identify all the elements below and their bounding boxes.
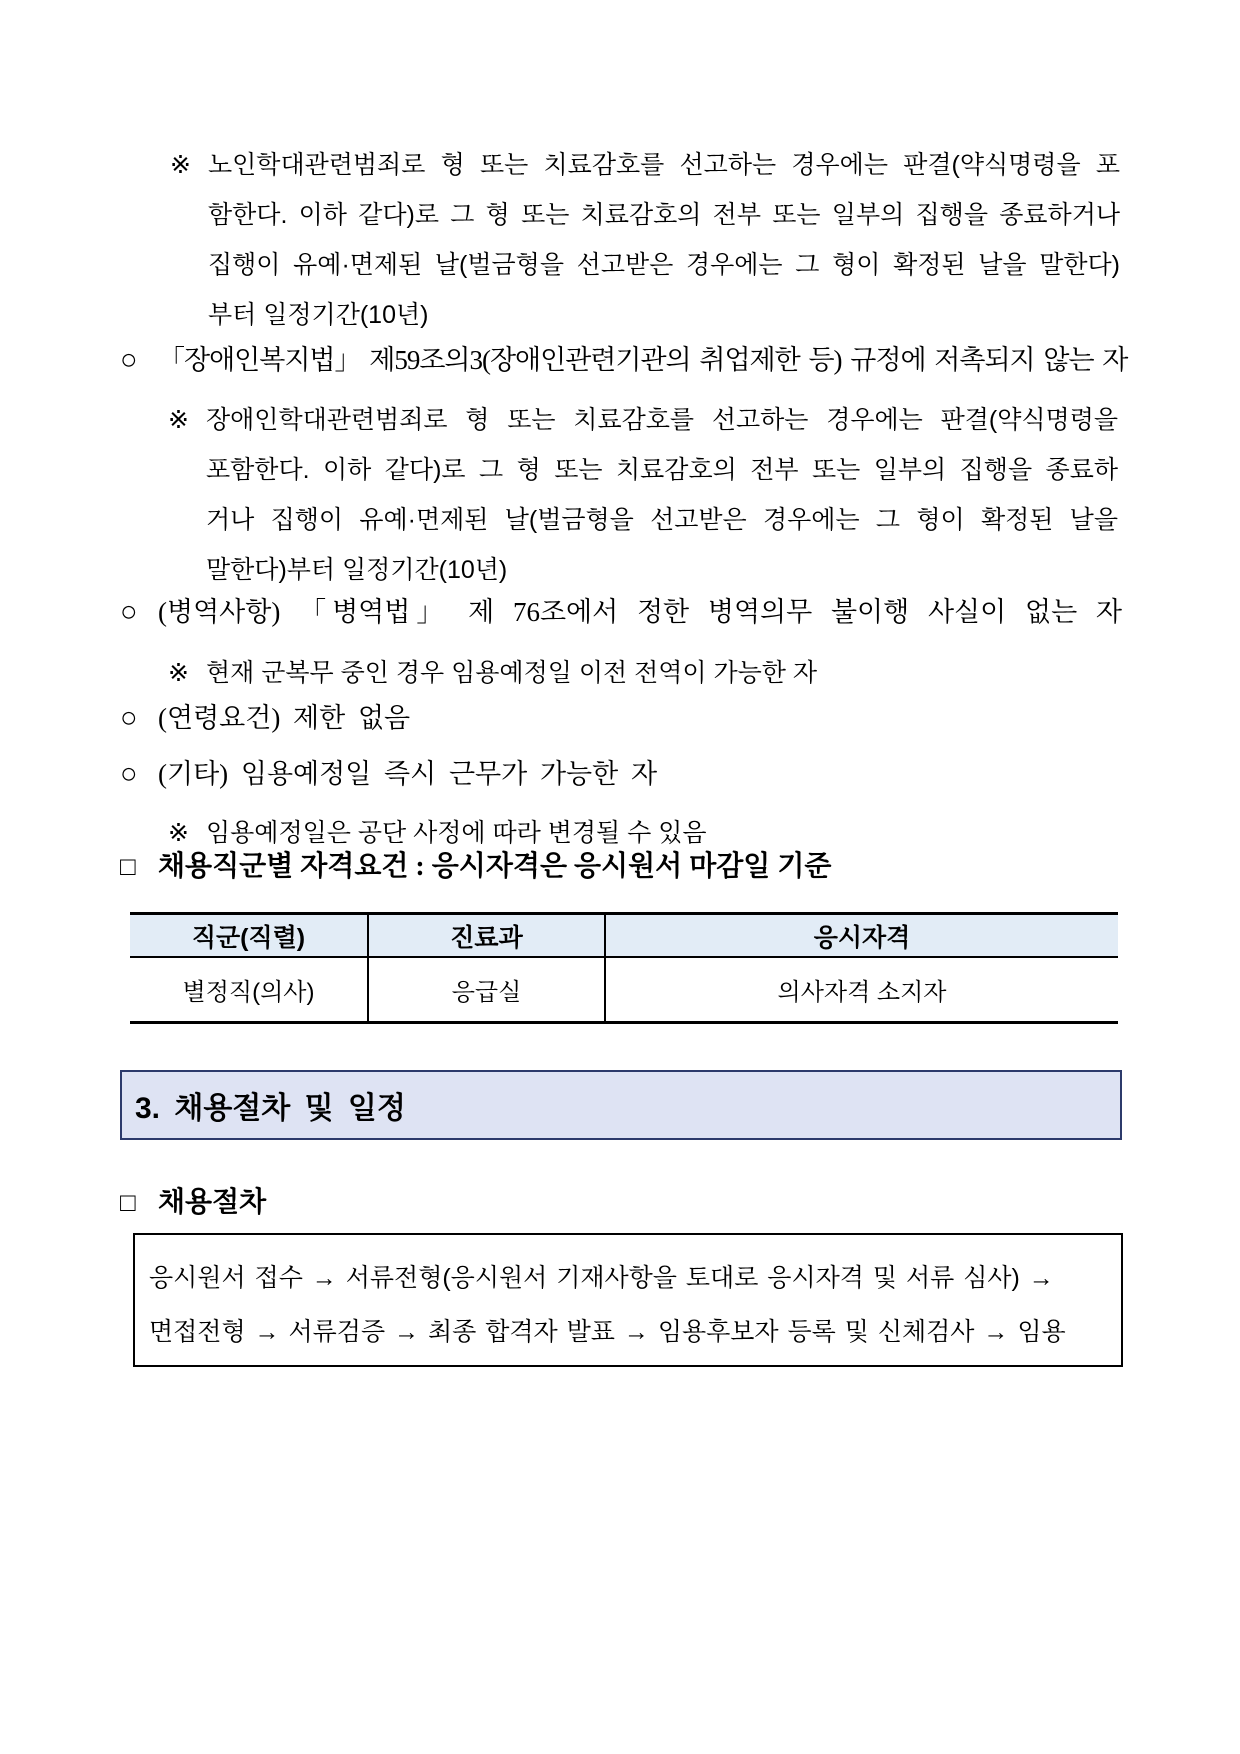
bullet-marker: ○ [120,702,138,734]
process-flow-line: 면접전형 → 서류검증 → 최종 합격자 발표 → 임용후보자 등록 및 신체검사 → 임용 [149,1318,1066,1346]
bullet-marker: ○ [120,344,138,376]
note-marker: ※ [170,151,191,179]
col-header-department: 진료과 [368,914,605,958]
process-flow-line: 응시원서 접수 → 서류전형(응시원서 기재사항을 토대로 응시자격 및 서류 심사) → [149,1264,1054,1292]
bullet-marker: ○ [120,596,138,628]
heading-recruitment-process [120,1184,1130,1222]
note-lines [206,395,1118,595]
col-header-job-group: 직군(직렬) [130,914,368,958]
heading-qualification-by-job-group [120,848,1130,886]
note-line: 함한다. 이하 같다)로 그 형 또는 치료감호의 전부 또는 일부의 집행을 종료하거나 [208,201,1120,229]
note-line: 부터 일정기간(10년) [208,301,429,329]
note-line: 집행이 유예·면제된 날(벌금형을 선고받은 경우에는 그 형이 확정된 날을 말한다) [208,251,1120,279]
bullet-disability-welfare-law [120,342,1130,378]
note-marker: ※ [168,819,189,847]
note-marker: ※ [168,406,189,434]
note-elder-abuse [170,140,1120,340]
col-header-eligibility: 응시자격 [605,914,1118,958]
section-3-title: 3. 채용절차 및 일정 [135,1092,406,1125]
table-header-row [130,914,1118,958]
bullet-text: (병역사항) 「병역법」 제 76조에서 정한 병역의무 불이행 사실이 없는 자 [158,597,1122,627]
note-line: 장애인학대관련범죄로 형 또는 치료감호를 선고하는 경우에는 판결(약식명령을 [206,406,1118,434]
note-marker: ※ [168,659,189,687]
cell-department: 응급실 [368,957,605,1023]
square-marker: □ [120,852,136,881]
bullet-marker: ○ [120,758,138,790]
note-line: 노인학대관련범죄로 형 또는 치료감호를 선고하는 경우에는 판결(약식명령을 포 [208,151,1120,179]
bullet-military-service [120,594,1122,630]
heading-text: 채용직군별 자격요건 : 응시자격은 응시원서 마감일 기준 [158,851,832,882]
bullet-text: (연령요건) 제한 없음 [158,703,411,733]
note-line: 포함한다. 이하 같다)로 그 형 또는 치료감호의 전부 또는 일부의 집행을 종료하 [206,456,1118,484]
process-flow-box [133,1233,1123,1367]
bullet-text: (기타) 임용예정일 즉시 근무가 가능한 자 [158,759,658,789]
note-line: 말한다)부터 일정기간(10년) [206,556,508,584]
bullet-etc-immediate-work [120,756,1122,792]
note-lines [208,140,1120,340]
square-marker: □ [120,1188,136,1217]
note-line: 임용예정일은 공단 사정에 따라 변경될 수 있음 [206,819,707,847]
heading-text: 채용절차 [158,1187,267,1218]
cell-eligibility: 의사자격 소지자 [777,979,947,1006]
note-lines [206,648,1118,698]
cell-job-group: 별정직(의사) [130,957,368,1023]
note-military-service [168,648,1118,698]
note-line: 현재 군복무 중인 경우 임용예정일 이전 전역이 가능한 자 [206,659,818,687]
note-disability-abuse [168,395,1118,595]
note-line: 거나 집행이 유예·면제된 날(벌금형을 선고받은 경우에는 그 형이 확정된 날을 [206,506,1118,534]
bullet-text: 「장애인복지법」 제59조의3(장애인관련기관의 취업제한 등) 규정에 저촉되지 않는 자 [158,345,1128,375]
section-3-banner [120,1070,1122,1140]
bullet-age-requirement [120,700,1122,736]
qualification-table [130,912,1118,1024]
table-row [130,957,1118,1023]
